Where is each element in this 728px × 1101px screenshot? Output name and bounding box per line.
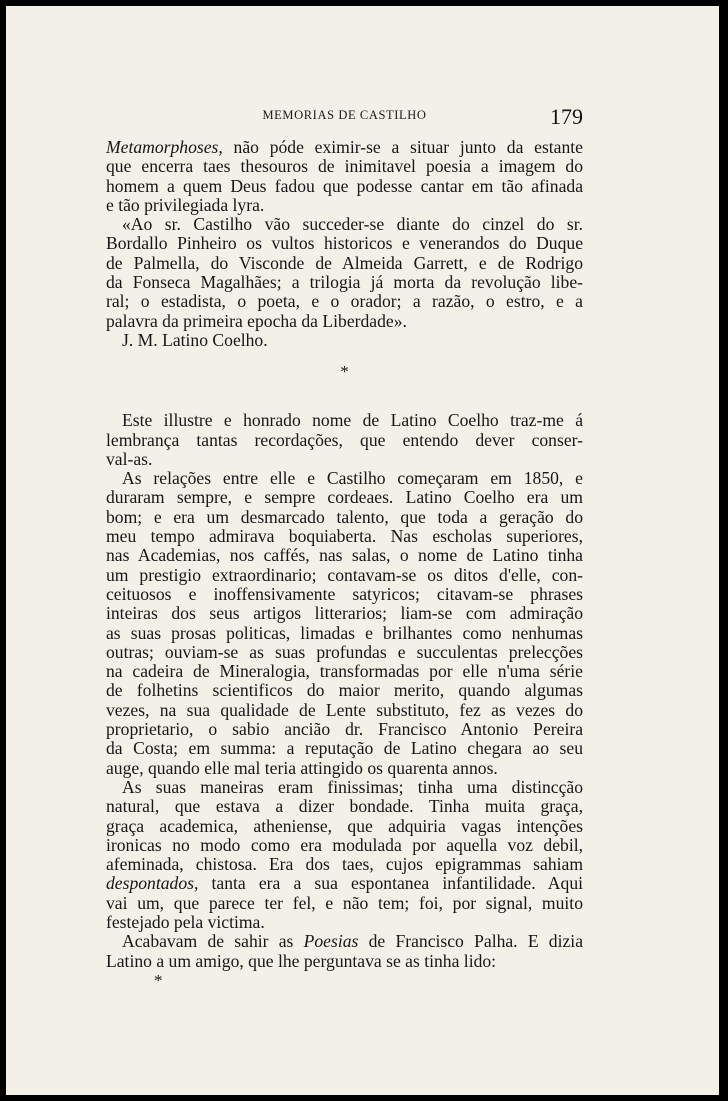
text-line: nas Academias, nos caffés, nas salas, o nome de Latino tinha — [106, 546, 583, 566]
text-line: bom; e era um desmarcado talento, que toda a geração do — [106, 507, 583, 527]
text-line: lembrança tantas recordações, que entendo dever conser- — [106, 430, 583, 450]
text-line: afeminada, chistosa. Era dos taes, cujos epigrammas sahiam — [106, 855, 583, 875]
text-line: um prestigio extraordinario; contavam-se os ditos d'elle, con- — [106, 565, 583, 585]
text-line — [106, 874, 583, 893]
text-line: de Palmella, do Visconde de Almeida Garrett, e de Rodrigo — [106, 253, 583, 273]
text-line: Latino a um amigo, que lhe perguntava se as tinha lido: — [106, 951, 497, 971]
text-line: meu tempo admirava boquiaberta. Nas escholas superiores, — [106, 527, 583, 547]
paragraph-1 — [106, 138, 583, 215]
paragraph-3 — [106, 411, 583, 469]
text-line: «Ao sr. Castilho vão succeder-se diante do cinzel do sr. — [122, 215, 583, 235]
text-line: ral; o estadista, o poeta, e o orador; a razão, o estro, e a — [106, 292, 583, 312]
italic-title: Poesias — [303, 932, 359, 952]
signature: J. M. Latino Coelho. — [122, 330, 268, 350]
text-line: proprietario, o sabio ancião dr. Francisco Antonio Pereira — [106, 720, 583, 740]
text-line: de folhetins scientificos do maior merito, quando algumas — [106, 681, 583, 701]
text-line: ceituosos e inoffensivamente satyricos; citavam-se phrases — [106, 584, 583, 604]
text-line: da Fonseca Magalhães; a trilogia já morta da revolução libe- — [106, 273, 583, 293]
trailing-asterisk: * — [154, 970, 163, 990]
text-span: tanta era a sua espontanea infantilidade. Aqui — [198, 874, 583, 894]
page-number: 179 — [550, 104, 583, 129]
text-line: as suas prosas politicas, limadas e brilhantes como nenhumas — [106, 623, 583, 643]
text-line: homem a quem Deus fadou que podesse cantar em tão afinada — [106, 176, 583, 196]
text-line: que encerra taes thesouros de inimitavel poesia a imagem do — [106, 157, 583, 177]
text-line — [106, 932, 583, 951]
text-line: inteiras dos seus artigos litterarios; liam-se com admiração — [106, 604, 583, 624]
body-text — [106, 138, 583, 990]
italic-title: Metamorphoses, — [106, 138, 223, 157]
text-line: As suas maneiras eram finissimas; tinha uma distincção — [122, 777, 583, 797]
text-line: outras; ouviam-se as suas profundas e succulentas prelecções — [106, 642, 583, 662]
text-line: vezes, na sua qualidade de Lente substituto, fez as vezes do — [106, 700, 583, 720]
text-line: da Costa; em summa: a reputação de Latino chegara ao seu — [106, 739, 583, 759]
text-line: vai um, que parece ter fel, e não tem; foi, por signal, muito — [106, 893, 583, 913]
paragraph-2 — [106, 215, 583, 331]
text-line: duraram sempre, e sempre cordeaes. Latino Coelho era um — [106, 488, 583, 508]
text-line: festejado pela victima. — [106, 912, 265, 932]
text-line: As relações entre elle e Castilho começaram em 1850, e — [122, 469, 583, 489]
text-line: val-as. — [106, 449, 153, 469]
section-separator: * — [340, 362, 349, 382]
text-line — [106, 138, 583, 157]
text-line: e tão privilegiada lyra. — [106, 195, 265, 215]
text-span: Acabavam de sahir as — [122, 932, 304, 952]
text-line: na cadeira de Mineralogia, transformadas por elle n'uma série — [106, 662, 583, 682]
text-line: natural, que estava a dizer bondade. Tinha muita graça, — [106, 797, 583, 817]
text-line: graça academica, atheniense, que adquiria vagas intenções — [106, 816, 583, 836]
text-line: ironicas no modo como era modulada por aquella voz debil, — [106, 835, 583, 855]
book-page — [6, 6, 719, 1095]
text-span: de Francisco Palha. E dizia — [358, 932, 583, 952]
text-span: não póde eximir-se a situar junto da estante — [222, 138, 583, 157]
page-header — [106, 104, 583, 130]
text-line: auge, quando elle mal teria attingido os quarenta annos. — [106, 758, 498, 778]
paragraph-5 — [106, 778, 583, 932]
paragraph-4 — [106, 469, 583, 778]
running-head: MEMORIAS DE CASTILHO — [262, 108, 427, 122]
paragraph-6 — [106, 932, 583, 971]
text-line: Bordallo Pinheiro os vultos historicos e venerandos do Duque — [106, 234, 583, 254]
italic-word: despontados, — [106, 874, 199, 894]
text-line: palavra da primeira epocha da Liberdade». — [106, 311, 407, 331]
text-line: Este illustre e honrado nome de Latino Coelho traz-me á — [122, 411, 583, 431]
